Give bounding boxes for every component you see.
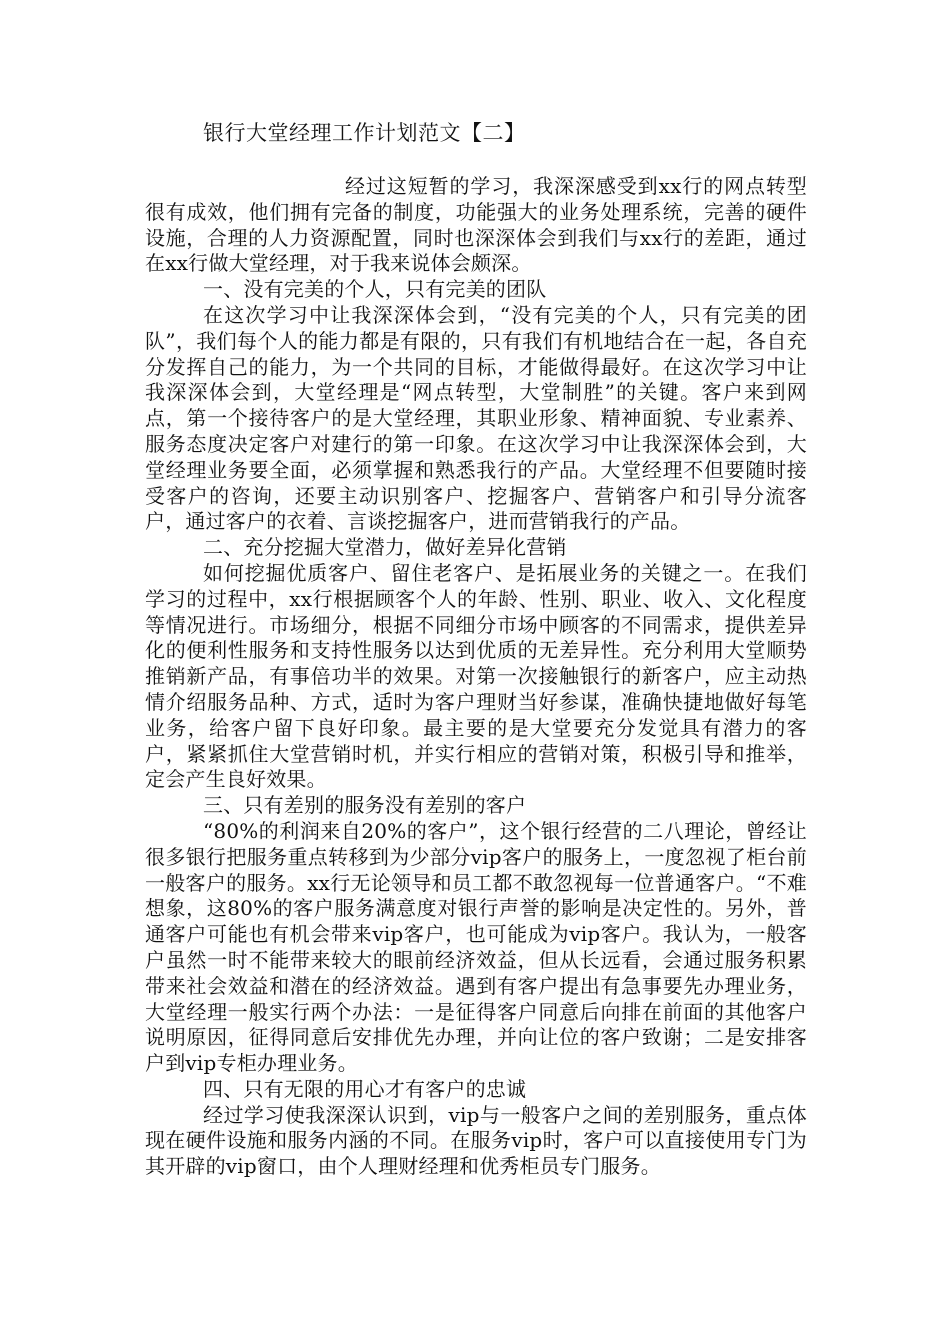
section-paragraph-4: 经过学习使我深深认识到，vip与一般客户之间的差别服务，重点体现在硬件设施和服务内涵的不同。在服务vip时，客户可以直接使用专门为其开辟的vip窗口，由个人理财经理和优秀柜员专门服务。 xyxy=(145,1102,807,1179)
section-paragraph-3: “80%的利润来自20%的客户”，这个银行经营的二八理论，曾经让很多银行把服务重点转移到为少部分vip客户的服务上，一度忽视了柜台前一般客户的服务。xx行无论领导和员工都不敢忽视每一位普通客户。“不难想象，这80%的客户服务满意度对银行声誉的影响是决定性的。另外，普通客户可能也有机会带来vip客户，也可能成为vip客户。我认为，一般客户虽然一时不能带来较大的眼前经济效益，但从长远看，会通过服务积累带来社会效益和潜在的经济效益。遇到有客户提出有急事要先办理业务，大堂经理一般实行两个办法：一是征得客户同意后向排在前面的其他客户说明原因，征得同意后安排优先办理，并向让位的客户致谢；二是安排客户到vip专柜办理业务。 xyxy=(145,818,807,1076)
section-paragraph-1: 在这次学习中让我深深体会到，“没有完美的个人，只有完美的团队”，我们每个人的能力都是有限的，只有我们有机地结合在一起，各自充分发挥自己的能力，为一个共同的目标，才能做得最好。在这次学习中让我深深体会到，大堂经理是“网点转型，大堂制胜”的关键。客户来到网点，第一个接待客户的是大堂经理，其职业形象、精神面貌、专业素养、服务态度决定客户对建行的第一印象。在这次学习中让我深深体会到，大堂经理业务要全面，必须掌握和熟悉我行的产品。大堂经理不但要随时接受客户的咨询，还要主动识别客户、挖掘客户、营销客户和引导分流客户，通过客户的衣着、言谈挖掘客户，进而营销我行的产品。 xyxy=(145,302,807,534)
section-paragraph-2: 如何挖掘优质客户、留住老客户、是拓展业务的关键之一。在我们学习的过程中，xx行根据顾客个人的年龄、性别、职业、收入、文化程度等情况进行。市场细分，根据不同细分市场中顾客的不同需求，提供差异化的便利性服务和支持性服务以达到优质的无差异性。充分利用大堂顺势推销新产品，有事倍功半的效果。对第一次接触银行的新客户，应主动热情介绍服务品种、方式，适时为客户理财当好参谋，准确快捷地做好每笔业务，给客户留下良好印象。最主要的是大堂要充分发觉具有潜力的客户，紧紧抓住大堂营销时机，并实行相应的营销对策，积极引导和推举，定会产生良好效果。 xyxy=(145,560,807,792)
section-heading-4: 四、只有无限的用心才有客户的忠诚 xyxy=(203,1076,527,1101)
section-heading-1: 一、没有完美的个人，只有完美的团队 xyxy=(203,277,547,302)
section-heading-3: 三、只有差别的服务没有差别的客户 xyxy=(203,793,527,818)
document-body xyxy=(145,174,807,1180)
document-title: 银行大堂经理工作计划范文【二】 xyxy=(203,121,526,145)
section-heading-2: 二、充分挖掘大堂潜力，做好差异化营销 xyxy=(203,535,567,560)
intro-paragraph: 经过这短暂的学习，我深深感受到xx行的网点转型很有成效，他们拥有完备的制度，功能强大的业务处理系统，完善的硬件设施，合理的人力资源配置，同时也深深体会到我们与xx行的差距，通过在xx行做大堂经理，对于我来说体会颇深。 xyxy=(145,174,807,276)
